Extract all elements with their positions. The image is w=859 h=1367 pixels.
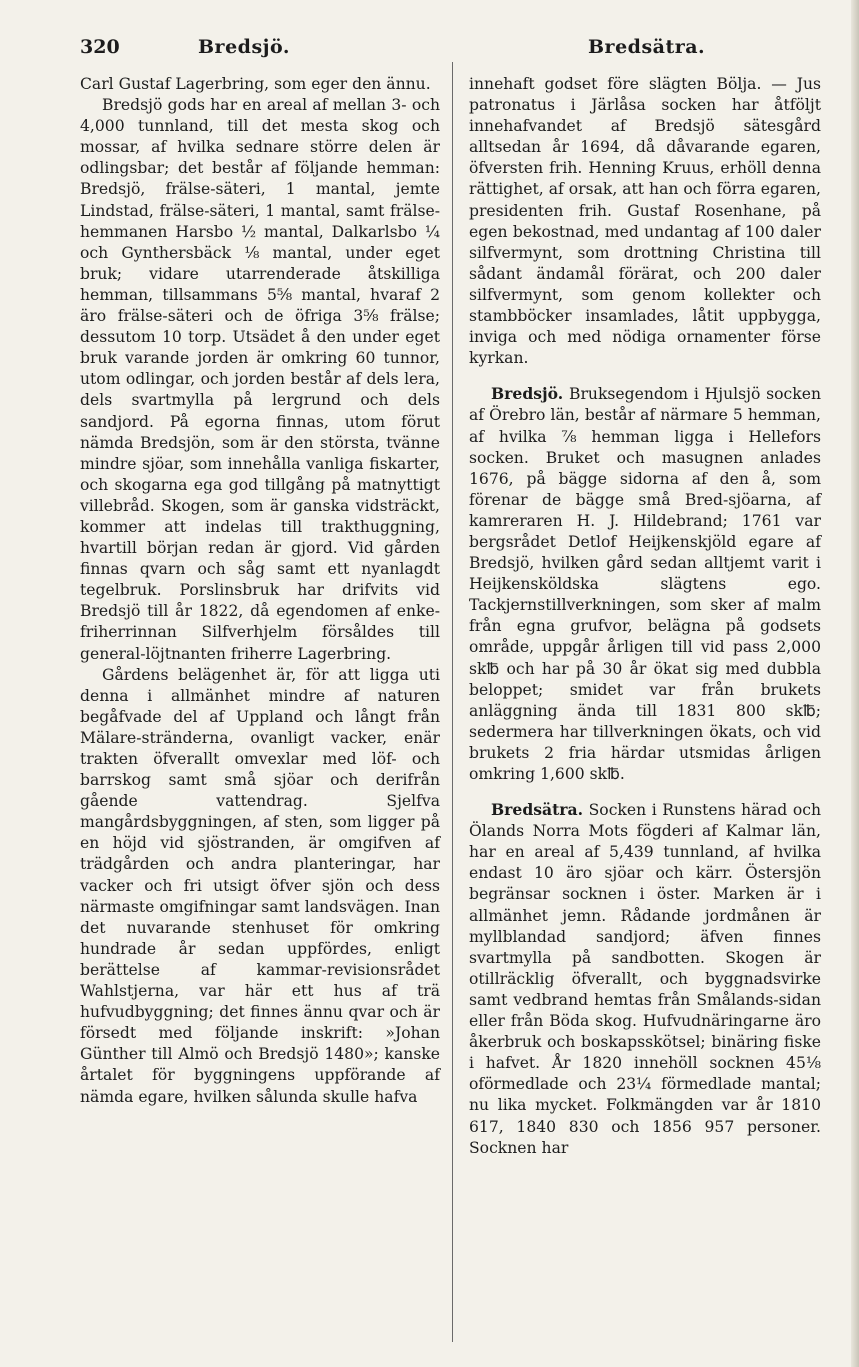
paragraph: Carl Gustaf Lagerbring, som eger den ännu. (80, 75, 431, 93)
entry-bredsjo (469, 383, 821, 785)
entry-headword: Bredsätra. (491, 800, 584, 820)
running-head-left: Bredsjö. (198, 36, 290, 58)
entry-text: Bruksegendom i Hjulsjö socken af Örebro län, består af närmare 5 hemman, af hvilka ⅞ hemman ligga i Hellefors socken. Bruket och masugnen anlades 1676, på bägge sidorna af den å, som förenar de bägge små Bred-sjöarna, af kamreraren H. J. Hildebrand; 1761 var bergsrådet Detlof Heijkenskjöld egare af Bredsjö, hvilken gård sedan alltjemt varit i Heijkensköldska slägtens ego. Tackjernstillverkningen, som sker af malm från egna grufvor, belägna på godsets område, uppgår årligen till vid pass 2,000 sk℔ och har på 30 år ökat sig med dubbla beloppet; smidet var från brukets anläggning ända till 1831 800 sk℔; sedermera har tillverkningen ökats, och vid brukets 2 fria härdar utsmidas årligen omkring 1,600 sk℔. (469, 385, 821, 783)
paragraph: Gårdens belägenhet är, för att ligga uti denna i allmänhet mindre af naturen begåfvade del af Uppland och långt från Mälare-stränderna, ovanligt vacker, enär trakten öfverallt omvexlar med löf- och barrskog samt små sjöar och derifrån gående vattendrag. Sjelfva mangårdsbyggningen, af sten, som ligger på en höjd vid sjöstranden, är omgifven af trädgården och andra planteringar, har vacker och fri utsigt öfver sjön och dess närmaste omgifningar samt landsvägen. Inan det nuvarande stenhuset för omkring hundrade år sedan uppfördes, enligt berättelse af kammar-revisionsrådet Wahlstjerna, var här ett hus af trä hufvudbyggning; det finnes ännu qvar och är försedt med följande inskrift: »Johan Günther till Almö och Bredsjö 1480»; kanske årtalet för byggningens uppförande af nämda egare, hvilken sålunda skulle hafva (80, 665, 440, 1106)
left-column (80, 74, 440, 1108)
entry-headword: Bredsjö. (491, 384, 564, 404)
entry-text: Socken i Runstens härad och Ölands Norra Mots fögderi af Kalmar län, har en areal af 5,439 tunnland, af hvilka endast 10 äro sjöar och kärr. Östersjön begränsar socknen i öster. Marken är i allmänhet jemn. Rådande jordmånen är myllblandad sandjord; äfven finnes svartmylla på sandbotten. Skogen är otillräcklig öfverallt, och byggnadsvirke samt vedbrand hemtas från Smålands-sidan eller från Böda skog. Hufvudnäringarne äro åkerbruk och boskapsskötsel; binäring fiske i hafvet. År 1820 innehöll socknen 45⅛ oförmedlade och 23¼ förmedlade mantal; nu lika mycket. Folkmängden var år 1810 617, 1840 830 och 1856 957 personer. Socknen har (469, 801, 821, 1157)
page-header (80, 36, 809, 62)
page-edge (851, 0, 859, 1367)
paragraph: innehaft godset före slägten Bölja. — Jus patronatus i Järlåsa socken har åtföljt innehafvandet af Bredsjö sätesgård alltsedan år 1694, då dåvarande egaren, öfversten frih. Henning Kruus, erhöll denna rättighet, af orsak, att han och förra egaren, presidenten frih. Gustaf Rosenhane, på egen bekostnad, med undantag af 100 daler silfvermynt, som drottning Christina till sådant ändamål förärat, och 200 daler silfvermynt, som genom kollekter och stambböcker insamlades, låtit uppbygga, inviga och med nödiga ornamenter förse kyrkan. (469, 75, 821, 368)
column-divider (452, 62, 453, 1342)
page-number: 320 (80, 36, 120, 58)
right-column (469, 74, 821, 1159)
paragraph: Bredsjö gods har en areal af mellan 3- och 4,000 tunnland, till det mesta skog och mossar, af hvilka sednare större delen är odlingsbar; det består af följande hemman: Bredsjö, frälse-säteri, 1 mantal, jemte Lindstad, frälse-säteri, 1 mantal, samt frälse-hemmanen Harsbo ½ mantal, Dalkarlsbo ¼ och Gynthersbäck ⅛ mantal, under eget bruk; vidare utarrenderade åtskilliga hemman, tillsammans 5⅝ mantal, hvaraf 2 äro frälse-säteri och de öfriga 3⅝ frälse; dessutom 10 torp. Utsädet å den under eget bruk varande jorden är omkring 60 tunnor, utom odlingar, och jorden består af dels lera, dels svartmylla på lergrund och dels sandjord. På egorna finnas, utom förut nämda Bredsjön, som är den största, tvänne mindre sjöar, som innehålla vanliga fiskarter, och skogarna ega god tillgång på matnyttigt villebråd. Skogen, som är ganska vidsträckt, kommer att indelas till trakthuggning, hvartill början redan är gjord. Vid gården finnas qvarn och såg samt ett nyanlagdt tegelbruk. Porslinsbruk har drifvits vid Bredsjö till år 1822, då egendomen af enke-friherrinnan Silfverhjelm försåldes till general-löjtnanten friherre Lagerbring. (80, 96, 440, 663)
running-head-right: Bredsätra. (588, 36, 706, 58)
entry-bredsatra (469, 799, 821, 1159)
